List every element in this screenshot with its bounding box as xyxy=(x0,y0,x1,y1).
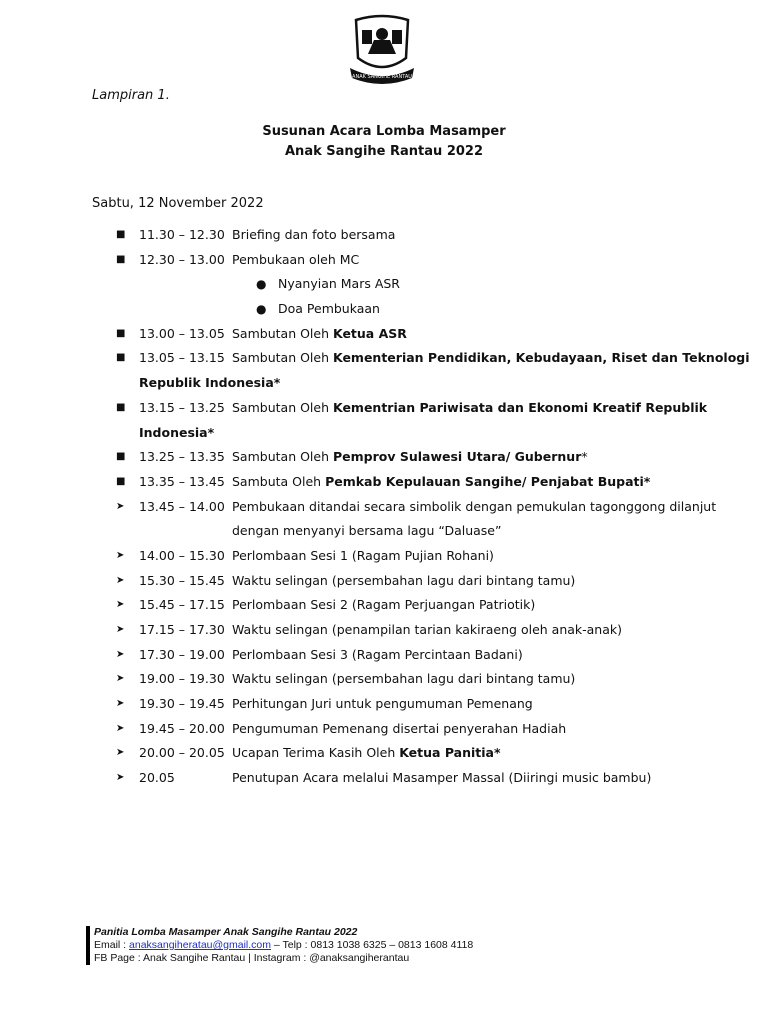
schedule-desc: Perlombaan Sesi 2 (Ragam Perjuangan Patriotik) xyxy=(232,597,536,613)
schedule-item xyxy=(0,720,768,745)
subitem-text: Nyanyian Mars ASR xyxy=(278,276,400,292)
schedule-list xyxy=(0,226,768,794)
schedule-desc xyxy=(232,325,407,343)
schedule-desc xyxy=(232,399,707,417)
round-bullet-icon: ● xyxy=(256,277,267,292)
desc-prefix: Ucapan Terima Kasih Oleh xyxy=(232,745,400,761)
schedule-desc: Penutupan Acara melalui Masamper Massal (Diiringi music bambu) xyxy=(232,770,652,786)
desc-bold: Ketua Panitia* xyxy=(399,745,501,761)
schedule-time: 13.05 – 13.15 xyxy=(139,350,225,366)
logo-text: ANAK SANGIHE RANTAU xyxy=(352,74,412,80)
square-bullet-icon: ■ xyxy=(116,475,126,487)
schedule-desc xyxy=(232,473,650,491)
schedule-item xyxy=(0,572,768,597)
schedule-time: 19.30 – 19.45 xyxy=(139,696,225,712)
email-link[interactable]: anaksangiheratau@gmail.com xyxy=(129,939,272,951)
schedule-item xyxy=(0,670,768,695)
schedule-desc: Waktu selingan (penampilan tarian kakiraeng oleh anak-anak) xyxy=(232,622,623,637)
round-bullet-icon: ● xyxy=(256,302,267,317)
schedule-item-continuation xyxy=(0,424,768,449)
arrow-bullet-icon: ➤ xyxy=(116,747,125,759)
schedule-item xyxy=(0,621,768,646)
desc-continuation: dengan menyanyi bersama lagu “Daluase” xyxy=(232,523,502,539)
schedule-item xyxy=(0,399,768,424)
subitem-text: Doa Pembukaan xyxy=(278,301,380,317)
arrow-bullet-icon: ➤ xyxy=(116,574,125,586)
email-label: Email : xyxy=(94,939,130,951)
desc-bold: Kementerian Pendidikan, Kebudayaan, Riset dan Teknologi xyxy=(332,350,750,366)
schedule-desc xyxy=(232,448,588,466)
phone-text: – Telp : 0813 1038 6325 – 0813 1608 4118 xyxy=(271,939,474,951)
schedule-desc: Pembukaan oleh MC xyxy=(232,251,360,267)
arrow-bullet-icon: ➤ xyxy=(116,624,125,635)
arrow-bullet-icon: ➤ xyxy=(116,599,125,611)
schedule-desc: Pengumuman Pemenang disertai penyerahan Hadiah xyxy=(232,720,567,736)
schedule-item-continuation xyxy=(0,374,768,399)
schedule-time: 13.45 – 14.00 xyxy=(139,498,225,514)
schedule-desc: Perlombaan Sesi 3 (Ragam Percintaan Badani) xyxy=(232,646,523,662)
schedule-desc xyxy=(232,744,501,762)
schedule-item xyxy=(0,498,768,523)
schedule-desc: Perlombaan Sesi 1 (Ragam Pujian Rohani) xyxy=(232,547,494,563)
schedule-time: 19.45 – 20.00 xyxy=(139,720,225,736)
footer-contact xyxy=(94,939,473,952)
attachment-label: Lampiran 1. xyxy=(92,88,170,103)
desc-bold: Pemprov Sulawesi Utara/ Gubernur xyxy=(332,449,582,465)
arrow-bullet-icon: ➤ xyxy=(116,648,125,660)
desc-prefix: Sambuta Oleh xyxy=(232,473,326,489)
square-bullet-icon: ■ xyxy=(116,229,126,240)
desc-prefix: Sambutan Oleh xyxy=(232,399,333,415)
desc-bold: Ketua ASR xyxy=(332,325,407,341)
desc-continuation: Republik Indonesia* xyxy=(139,375,281,391)
schedule-time: 12.30 – 13.00 xyxy=(139,251,225,267)
footer-committee: Panitia Lomba Masamper Anak Sangihe Rantau 2022 xyxy=(94,926,358,938)
schedule-item xyxy=(0,695,768,720)
arrow-bullet-icon: ➤ xyxy=(116,549,125,561)
schedule-subitem xyxy=(0,300,768,325)
square-bullet-icon: ■ xyxy=(116,401,126,413)
desc-prefix: Sambutan Oleh xyxy=(232,325,333,341)
schedule-time: 13.25 – 13.35 xyxy=(139,449,225,465)
schedule-time: 13.35 – 13.45 xyxy=(139,473,225,489)
desc-continuation: Indonesia* xyxy=(139,424,215,440)
schedule-item xyxy=(0,646,768,671)
schedule-time: 17.15 – 17.30 xyxy=(139,622,225,637)
schedule-desc: Waktu selingan (persembahan lagu dari bintang tamu) xyxy=(232,671,576,687)
schedule-item xyxy=(0,251,768,276)
schedule-item xyxy=(0,596,768,621)
desc-bold: Kementrian Pariwisata dan Ekonomi Kreatif Republik xyxy=(332,399,708,415)
arrow-bullet-icon: ➤ xyxy=(116,698,125,710)
schedule-time: 15.45 – 17.15 xyxy=(139,597,225,613)
schedule-time: 13.00 – 13.05 xyxy=(139,325,225,341)
square-bullet-icon: ■ xyxy=(116,451,126,463)
title-line-2: Anak Sangihe Rantau 2022 xyxy=(285,144,483,159)
square-bullet-icon: ■ xyxy=(116,253,126,265)
footer xyxy=(86,926,473,965)
schedule-desc: Waktu selingan (persembahan lagu dari bintang tamu) xyxy=(232,572,576,588)
desc-prefix: Sambutan Oleh xyxy=(232,449,333,465)
schedule-desc xyxy=(232,349,750,367)
schedule-time: 14.00 – 15.30 xyxy=(139,547,225,563)
schedule-time: 19.00 – 19.30 xyxy=(139,671,225,687)
arrow-bullet-icon: ➤ xyxy=(116,722,125,734)
asr-emblem-icon xyxy=(346,14,418,88)
schedule-item xyxy=(0,769,768,794)
schedule-item xyxy=(0,448,768,473)
schedule-time: 11.30 – 12.30 xyxy=(139,227,225,242)
schedule-time: 13.15 – 13.25 xyxy=(139,399,225,415)
schedule-time: 17.30 – 19.00 xyxy=(139,646,225,662)
schedule-item xyxy=(0,547,768,572)
desc-prefix: Sambutan Oleh xyxy=(232,350,333,366)
arrow-bullet-icon: ➤ xyxy=(116,772,125,784)
schedule-item xyxy=(0,325,768,350)
arrow-bullet-icon: ➤ xyxy=(116,673,125,685)
schedule-item xyxy=(0,349,768,374)
arrow-bullet-icon: ➤ xyxy=(116,500,125,512)
schedule-desc: Briefing dan foto bersama xyxy=(232,227,396,242)
schedule-subitem xyxy=(0,275,768,300)
square-bullet-icon: ■ xyxy=(116,352,126,364)
title-line-1: Susunan Acara Lomba Masamper xyxy=(262,124,506,139)
schedule-time: 20.00 – 20.05 xyxy=(139,745,225,761)
square-bullet-icon: ■ xyxy=(116,327,126,339)
desc-suffix: * xyxy=(581,449,588,465)
footer-social: FB Page : Anak Sangihe Rantau | Instagram : @anaksangiherantau xyxy=(94,952,410,964)
schedule-desc: Perhitungan Juri untuk pengumuman Pemenang xyxy=(232,696,533,712)
schedule-time: 20.05 xyxy=(139,770,175,786)
event-date: Sabtu, 12 November 2022 xyxy=(92,196,264,211)
schedule-desc: Pembukaan ditandai secara simbolik dengan pemukulan tagonggong dilanjut xyxy=(232,498,717,514)
schedule-item xyxy=(0,473,768,498)
schedule-item-continuation xyxy=(0,522,768,547)
schedule-time: 15.30 – 15.45 xyxy=(139,572,225,588)
schedule-item xyxy=(0,744,768,769)
schedule-item xyxy=(0,226,768,251)
desc-bold: Pemkab Kepulauan Sangihe/ Penjabat Bupati* xyxy=(325,473,651,489)
